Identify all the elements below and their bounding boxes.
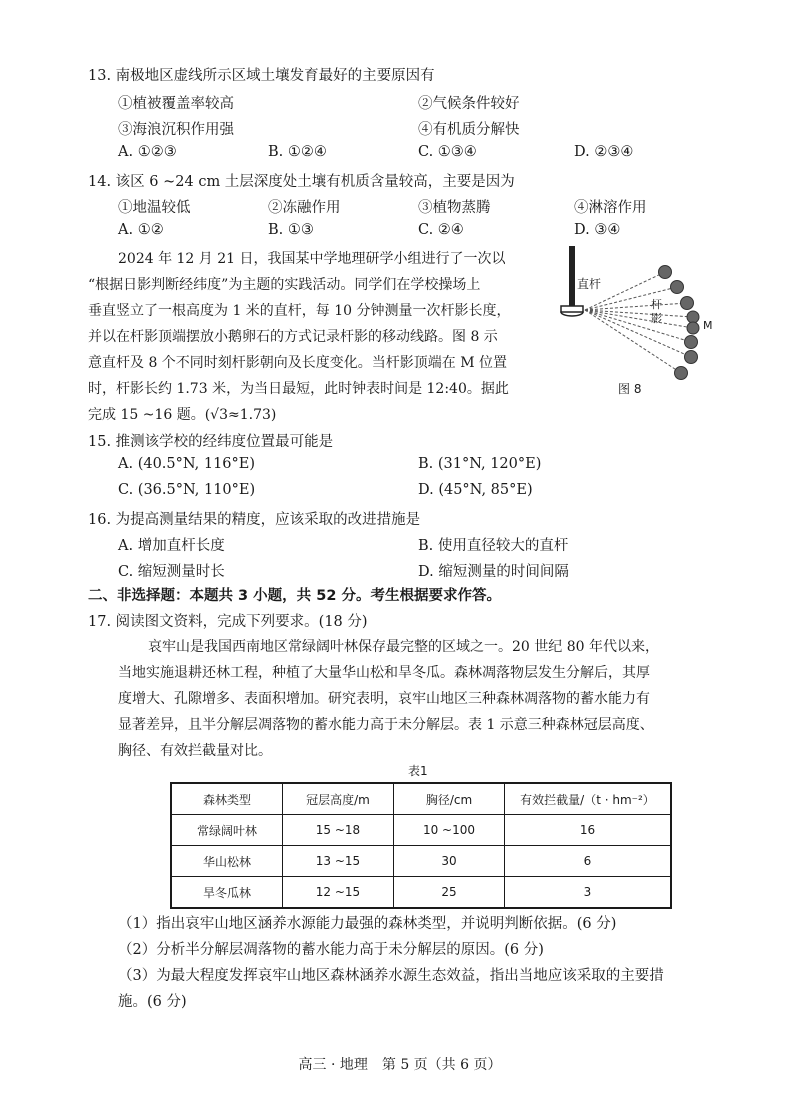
- q16-option-d: D. 缩短测量的时间间隔: [418, 564, 569, 580]
- q16-option-c: C. 缩短测量时长: [118, 564, 225, 580]
- table-row: [171, 846, 671, 877]
- q14-item-1: ①地温较低: [118, 200, 191, 216]
- q16-option-b: B. 使用直径较大的直杆: [418, 538, 569, 554]
- q16-option-a: A. 增加直杆长度: [118, 538, 225, 554]
- table-cell: 25: [394, 877, 505, 909]
- table-cell: 15 ~18: [283, 815, 394, 846]
- q13-item-3: ③海浪沉积作用强: [118, 122, 234, 138]
- q17-para-line-2: 当地实施退耕还林工程，种植了大量华山松和旱冬瓜。森林凋落物层发生分解后，其厚: [118, 665, 650, 681]
- figure-8-caption: 图 8: [618, 382, 642, 396]
- table-cell: 3: [505, 877, 672, 909]
- q13-option-b: B. ①②④: [268, 144, 327, 160]
- q15-option-b: B. (31°N, 120°E): [418, 456, 542, 472]
- pole: [569, 246, 575, 310]
- intro-line-3: 垂直竖立了一根高度为 1 米的直杆，每 10 分钟测量一次杆影长度，: [88, 303, 511, 319]
- table-row: [171, 877, 671, 909]
- q15-option-d: D. (45°N, 85°E): [418, 482, 533, 498]
- page-footer: 高三 · 地理 第 5 页（共 6 页）: [298, 1057, 502, 1073]
- stone-4: [687, 311, 699, 323]
- q14-option-a: A. ①②: [118, 222, 164, 238]
- q14-option-b: B. ①③: [268, 222, 314, 238]
- table-header-row: [171, 783, 671, 815]
- pole-label: 直杆: [577, 277, 602, 291]
- q17-para-line-5: 胸径、有效拦截量对比。: [118, 743, 272, 759]
- shadow-label-2: 影: [651, 312, 662, 325]
- q17-sub-1: （1）指出哀牢山地区涵养水源能力最强的森林类型，并说明判断依据。(6 分): [118, 916, 617, 932]
- intro-line-6: 时，杆影长约 1.73 米，为当日最短，此时钟表时间是 12:40。据此: [88, 381, 509, 397]
- q15-option-a: A. (40.5°N, 116°E): [118, 456, 256, 472]
- table-cell: 30: [394, 846, 505, 877]
- intro-line-4: 并以在杆影顶端摆放小鹅卵石的方式记录杆影的移动线路。图 8 示: [88, 329, 498, 345]
- table-header-cell: 森林类型: [171, 783, 283, 815]
- q14-option-c: C. ②④: [418, 222, 464, 238]
- q17-stem: 17. 阅读图文资料，完成下列要求。(18 分): [88, 614, 368, 630]
- q17-sub-3-cont: 施。(6 分): [118, 994, 187, 1010]
- q17-sub-3: （3）为最大程度发挥哀牢山地区森林涵养水源生态效益，指出当地应该采取的主要措: [118, 968, 664, 984]
- stone-5: [687, 322, 699, 334]
- figure-8-diagram: [555, 240, 735, 390]
- q13-option-d: D. ②③④: [574, 144, 634, 160]
- q13-option-a: A. ①②③: [118, 144, 177, 160]
- point-m-label: M: [703, 319, 713, 332]
- q15-option-c: C. (36.5°N, 110°E): [118, 482, 256, 498]
- stone-3: [681, 297, 694, 310]
- q14-stem: 14. 该区 6 ~24 cm 土层深度处土壤有机质含量较高，主要是因为: [88, 174, 515, 190]
- table-1: [170, 782, 672, 909]
- q13-item-4: ④有机质分解快: [418, 122, 520, 138]
- stone-8: [675, 367, 688, 380]
- q13-option-c: C. ①③④: [418, 144, 477, 160]
- table-cell: 6: [505, 846, 672, 877]
- stone-1: [659, 266, 672, 279]
- table-cell: 旱冬瓜林: [171, 877, 283, 909]
- stone-2: [671, 281, 684, 294]
- q14-option-d: D. ③④: [574, 222, 621, 238]
- table-cell: 10 ~100: [394, 815, 505, 846]
- table-cell: 13 ~15: [283, 846, 394, 877]
- table-cell: 12 ~15: [283, 877, 394, 909]
- table-1-title: 表1: [408, 764, 428, 778]
- q17-para-line-3: 度增大、孔隙增多、表面积增加。研究表明，哀牢山地区三种森林凋落物的蓄水能力有: [118, 691, 650, 707]
- section-2-heading: 二、非选择题：本题共 3 小题，共 52 分。考生根据要求作答。: [88, 588, 501, 604]
- q14-item-3: ③植物蒸腾: [418, 200, 491, 216]
- table-header-cell: 有效拦截量/（t · hm⁻²）: [505, 783, 672, 815]
- q17-para-line-1: 哀牢山是我国西南地区常绿阔叶林保存最完整的区域之一。20 世纪 80 年代以来，: [148, 639, 659, 655]
- table-row: [171, 815, 671, 846]
- intro-line-2: “根据日影判断经纬度”为主题的实践活动。同学们在学校操场上: [88, 277, 481, 293]
- q13-item-2: ②气候条件较好: [418, 96, 520, 112]
- intro-line-1: 2024 年 12 月 21 日，我国某中学地理研学小组进行了一次以: [118, 251, 506, 267]
- q14-item-2: ②冻融作用: [268, 200, 341, 216]
- q17-para-line-4: 显著差异，且半分解层凋落物的蓄水能力高于未分解层。表 1 示意三种森林冠层高度、: [118, 717, 654, 733]
- table-header-cell: 胸径/cm: [394, 783, 505, 815]
- q17-sub-2: （2）分析半分解层凋落物的蓄水能力高于未分解层的原因。(6 分): [118, 942, 544, 958]
- shadow-label-1: 杆: [651, 298, 662, 311]
- intro-line-5: 意直杆及 8 个不同时刻杆影朝向及长度变化。当杆影顶端在 M 位置: [88, 355, 508, 371]
- q14-item-4: ④淋溶作用: [574, 200, 647, 216]
- table-header-cell: 冠层高度/m: [283, 783, 394, 815]
- table-cell: 16: [505, 815, 672, 846]
- table-cell: 常绿阔叶林: [171, 815, 283, 846]
- stone-6: [685, 336, 698, 349]
- q15-stem: 15. 推测该学校的经纬度位置最可能是: [88, 434, 334, 450]
- table-cell: 华山松林: [171, 846, 283, 877]
- q13-item-1: ①植被覆盖率较高: [118, 96, 234, 112]
- q16-stem: 16. 为提高测量结果的精度，应该采取的改进措施是: [88, 512, 421, 528]
- q13-stem: 13. 南极地区虚线所示区域土壤发育最好的主要原因有: [88, 68, 435, 84]
- intro-line-7: 完成 15 ~16 题。(√3≈1.73): [88, 407, 277, 423]
- stone-7: [685, 351, 698, 364]
